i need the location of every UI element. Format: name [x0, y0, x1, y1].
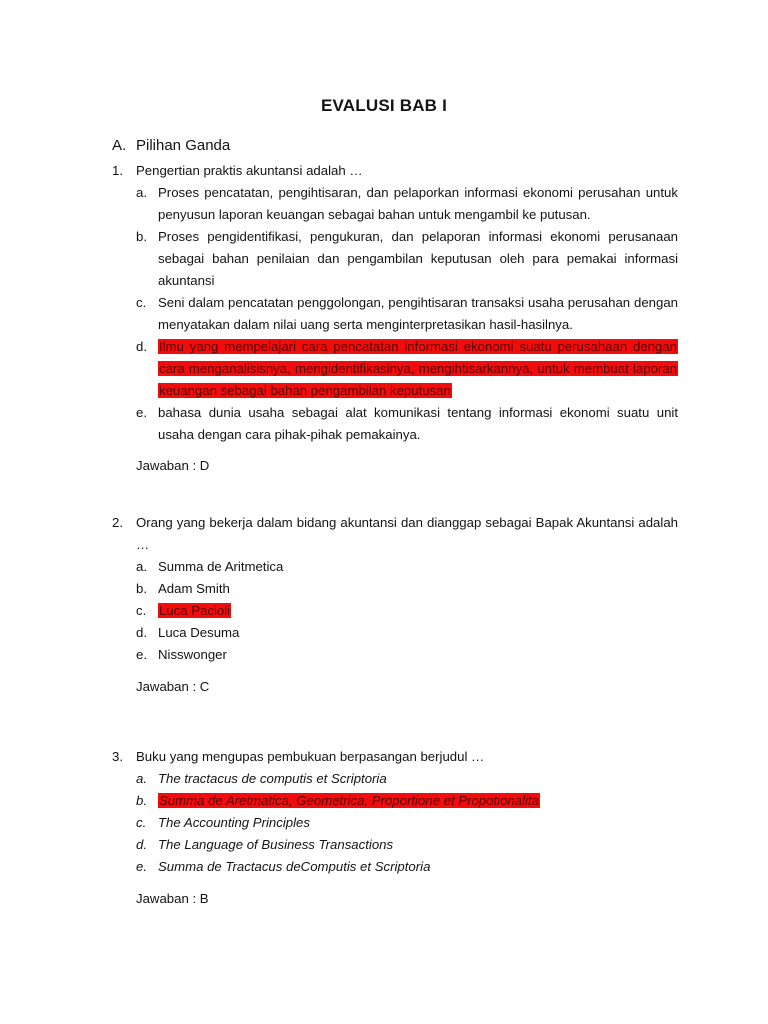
option-text: Summa de Tractacus deComputis et Scriptoria [158, 859, 431, 874]
option-text: bahasa dunia usaha sebagai alat komunikasi tentang informasi ekonomi suatu unit usaha dengan cara pihak-pihak pemakainya. [158, 405, 678, 442]
option-b-correct [136, 790, 678, 812]
option-letter: a. [136, 771, 147, 786]
question-text: Pengertian praktis akuntansi adalah … [136, 163, 363, 178]
option-text: The Language of Business Transactions [158, 837, 394, 852]
highlighted-answer: Luca Pacioli [159, 603, 231, 618]
option-text: Seni dalam pencatatan penggolongan, pengihtisaran transaksi usaha perusahan dengan menyatakan dalam nilai uang serta menginterpretasikan hasil-hasilnya. [158, 295, 678, 332]
option-e [136, 644, 678, 666]
section-letter: A. [112, 137, 127, 154]
option-c-correct [136, 600, 678, 622]
option-e [136, 856, 678, 878]
question-text: Buku yang mengupas pembukuan berpasangan berjudul … [136, 749, 485, 764]
section-label: Pilihan Ganda [136, 137, 231, 154]
question-number: 2. [112, 515, 123, 530]
question-1 [112, 160, 678, 446]
option-letter: c. [136, 603, 147, 618]
answer-key-2: Jawaban : C [136, 679, 210, 694]
question-number: 3. [112, 749, 123, 764]
option-e [136, 402, 678, 446]
option-letter: e. [136, 405, 147, 420]
page-title: EVALUSI BAB I [320, 96, 448, 115]
option-a [136, 768, 678, 790]
question-stem [112, 512, 678, 556]
question-2 [112, 512, 678, 666]
section-heading [112, 137, 230, 154]
option-text: The Accounting Principles [158, 815, 310, 830]
option-d [136, 834, 678, 856]
option-letter: d. [136, 625, 147, 640]
option-c [136, 292, 678, 336]
option-d-correct [136, 336, 678, 402]
option-c [136, 812, 678, 834]
option-text: Summa de Aritmetica [158, 559, 284, 574]
option-letter: b. [136, 229, 147, 244]
option-text: Nisswonger [158, 647, 227, 662]
option-letter: d. [136, 339, 147, 354]
option-letter: b. [136, 581, 147, 596]
option-a [136, 556, 678, 578]
option-letter: a. [136, 559, 147, 574]
answer-key-3: Jawaban : B [136, 891, 209, 906]
question-number: 1. [112, 163, 123, 178]
option-letter: d. [136, 837, 147, 852]
option-b [136, 226, 678, 292]
answer-key-1: Jawaban : D [136, 458, 210, 473]
highlighted-answer: Summa de Aretmatica, Geometrica, Proportione et Propotionalita [159, 793, 539, 808]
option-text: The tractacus de computis et Scriptoria [158, 771, 387, 786]
option-letter: e. [136, 859, 147, 874]
option-letter: c. [136, 815, 147, 830]
option-letter: e. [136, 647, 147, 662]
option-letter: c. [136, 295, 147, 310]
question-3 [112, 746, 678, 878]
option-text: Luca Desuma [158, 625, 240, 640]
option-text: Proses pengidentifikasi, pengukuran, dan pelaporan informasi ekonomi perusanaan sebagai bahan penilaian dan pengambilan keputusan oleh para pemakai informasi akuntansi [158, 229, 678, 288]
option-letter: b. [136, 793, 147, 808]
question-text: Orang yang bekerja dalam bidang akuntansi dan dianggap sebagai Bapak Akuntansi adalah … [136, 515, 678, 552]
question-stem [112, 746, 678, 768]
option-d [136, 622, 678, 644]
option-b [136, 578, 678, 600]
question-stem [112, 160, 678, 182]
highlighted-answer: Ilmu yang mempelajari cara pencatatan informasi ekonomi suatu perusahaan dengan cara menganalisisnya, mengidentifikasinya, mengihtisarkannya, untuk membuat laporan keuangan sebagai bahan pengambilan keputusan [159, 339, 677, 398]
option-a [136, 182, 678, 226]
option-text: Proses pencatatan, pengihtisaran, dan pelaporkan informasi ekonomi perusahan untuk penyusun laporan keuangan sebagai bahan untuk mengambil ke putusan. [158, 185, 678, 222]
option-letter: a. [136, 185, 147, 200]
option-text: Adam Smith [158, 581, 230, 596]
